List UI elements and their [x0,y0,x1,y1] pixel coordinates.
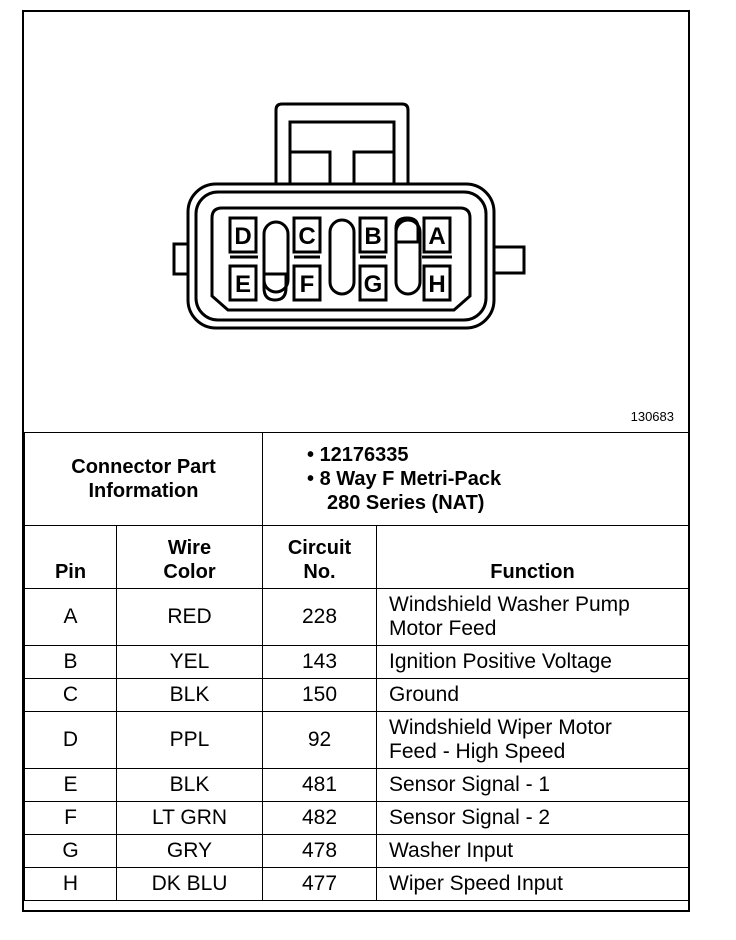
circuit-cell: 478 [263,835,377,868]
header-pin: Pin [25,526,117,589]
pin-label-g: G [363,271,383,298]
connector-drawing [24,12,688,432]
connector-tab-right [494,247,524,273]
part-info-row [25,433,689,526]
table-header-row [25,526,689,589]
table-row [25,679,689,712]
pin-label-h: H [428,271,446,298]
pin-label-d: D [234,223,252,250]
connector-tab-left [174,244,188,274]
circuit-cell: 92 [263,712,377,769]
circuit-cell: 228 [263,589,377,646]
wire-color-cell: YEL [117,646,263,679]
pin-label-e: E [234,271,252,298]
header-function: Function [377,526,689,589]
pin-label-c: C [298,223,316,250]
pin-cell: F [25,802,117,835]
part-info-label: Connector Part Information [25,433,263,526]
connector-latch [276,104,408,184]
pin-cell: A [25,589,117,646]
circuit-cell: 150 [263,679,377,712]
pin-cell: E [25,769,117,802]
table-row [25,646,689,679]
figure-id: 130683 [630,409,674,424]
diagram-frame [22,10,690,912]
part-number: • 12176335 [307,444,409,466]
pinout-table [24,432,689,901]
header-wire-color: Wire Color [117,526,263,589]
function-cell: Windshield Wiper Motor Feed - High Speed [377,712,689,769]
pin-cell: D [25,712,117,769]
table-row [25,868,689,901]
wire-color-cell: BLK [117,769,263,802]
function-cell: Windshield Washer Pump Motor Feed [377,589,689,646]
function-cell: Ground [377,679,689,712]
wire-color-cell: PPL [117,712,263,769]
table-row [25,802,689,835]
wire-color-cell: GRY [117,835,263,868]
table-row [25,769,689,802]
pin-cell: B [25,646,117,679]
circuit-cell: 481 [263,769,377,802]
circuit-cell: 143 [263,646,377,679]
wire-color-cell: LT GRN [117,802,263,835]
function-cell: Washer Input [377,835,689,868]
wire-color-cell: RED [117,589,263,646]
function-cell: Wiper Speed Input [377,868,689,901]
part-info-details: • 12176335 • 8 Way F Metri-Pack 280 Series (NAT) [263,433,689,526]
pin-label-f: F [299,271,315,298]
circuit-cell: 482 [263,802,377,835]
wire-color-cell: DK BLU [117,868,263,901]
circuit-cell: 477 [263,868,377,901]
function-cell: Sensor Signal - 1 [377,769,689,802]
header-circuit-no: Circuit No. [263,526,377,589]
part-description: • 8 Way F Metri-Pack [307,468,502,490]
function-cell: Sensor Signal - 2 [377,802,689,835]
function-cell: Ignition Positive Voltage [377,646,689,679]
pin-cell: G [25,835,117,868]
table-row [25,589,689,646]
pin-cell: C [25,679,117,712]
table-row [25,835,689,868]
wire-color-cell: BLK [117,679,263,712]
pin-label-b: B [364,223,382,250]
table-row [25,712,689,769]
pin-cell: H [25,868,117,901]
pin-label-a: A [428,223,446,250]
